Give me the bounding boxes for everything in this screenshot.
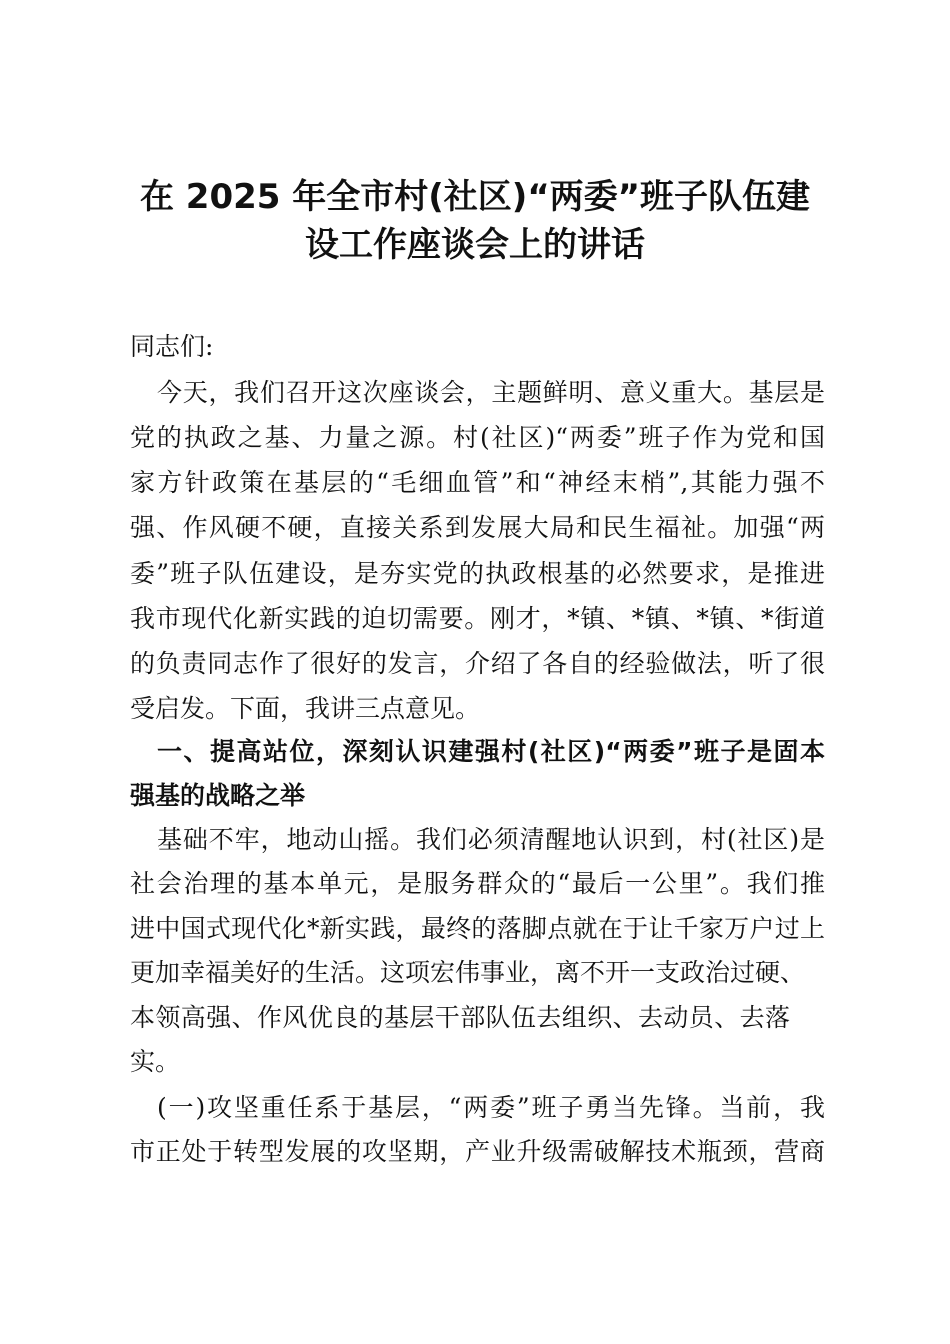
salutation: 同志们:: [130, 332, 214, 361]
paragraph-line: 基础不牢，地动山摇。我们必须清醒地认识到，村(社区)是: [157, 825, 825, 854]
intro-line: 家方针政策在基层的“毛细血管”和“神经末梢”,其能力强不: [130, 468, 825, 497]
section-heading-1: 一、提高站位，深刻认识建强村(社区)“两委”班子是固本: [157, 737, 825, 766]
intro-line: 委”班子队伍建设，是夯实党的执政根基的必然要求，是推进: [130, 559, 825, 588]
paragraph-line: 社会治理的基本单元，是服务群众的“最后一公里”。我们推: [130, 869, 825, 898]
paragraph-line: 更加幸福美好的生活。这项宏伟事业，离不开一支政治过硬、: [130, 958, 806, 987]
section-heading-1-cont: 强基的战略之举: [130, 781, 306, 810]
document-title-line-1: 在 2025 年全市村(社区)“两委”班子队伍建: [139, 177, 811, 217]
paragraph-line: 实。: [130, 1047, 181, 1076]
intro-line: 我市现代化新实践的迫切需要。刚才，*镇、*镇、*镇、*街道: [130, 604, 825, 633]
paragraph-line: 进中国式现代化*新实践，最终的落脚点就在于让千家万户过上: [130, 914, 825, 943]
intro-line: 今天，我们召开这次座谈会，主题鲜明、意义重大。基层是: [157, 378, 825, 407]
document-title-line-2: 设工作座谈会上的讲话: [305, 225, 645, 265]
intro-line: 党的执政之基、力量之源。村(社区)“两委”班子作为党和国: [130, 423, 825, 452]
intro-line: 受启发。下面，我讲三点意见。: [130, 694, 481, 723]
paragraph-line: 本领高强、作风优良的基层干部队伍去组织、去动员、去落: [130, 1003, 790, 1032]
intro-line: 的负责同志作了很好的发言，介绍了各自的经验做法，听了很: [130, 649, 825, 678]
paragraph-line: 市正处于转型发展的攻坚期，产业升级需破解技术瓶颈，营商: [130, 1137, 825, 1166]
subsection-heading-1: (一)攻坚重任系于基层，“两委”班子勇当先锋。当前，我: [157, 1093, 825, 1122]
intro-line: 强、作风硬不硬，直接关系到发展大局和民生福祉。加强“两: [130, 513, 825, 542]
